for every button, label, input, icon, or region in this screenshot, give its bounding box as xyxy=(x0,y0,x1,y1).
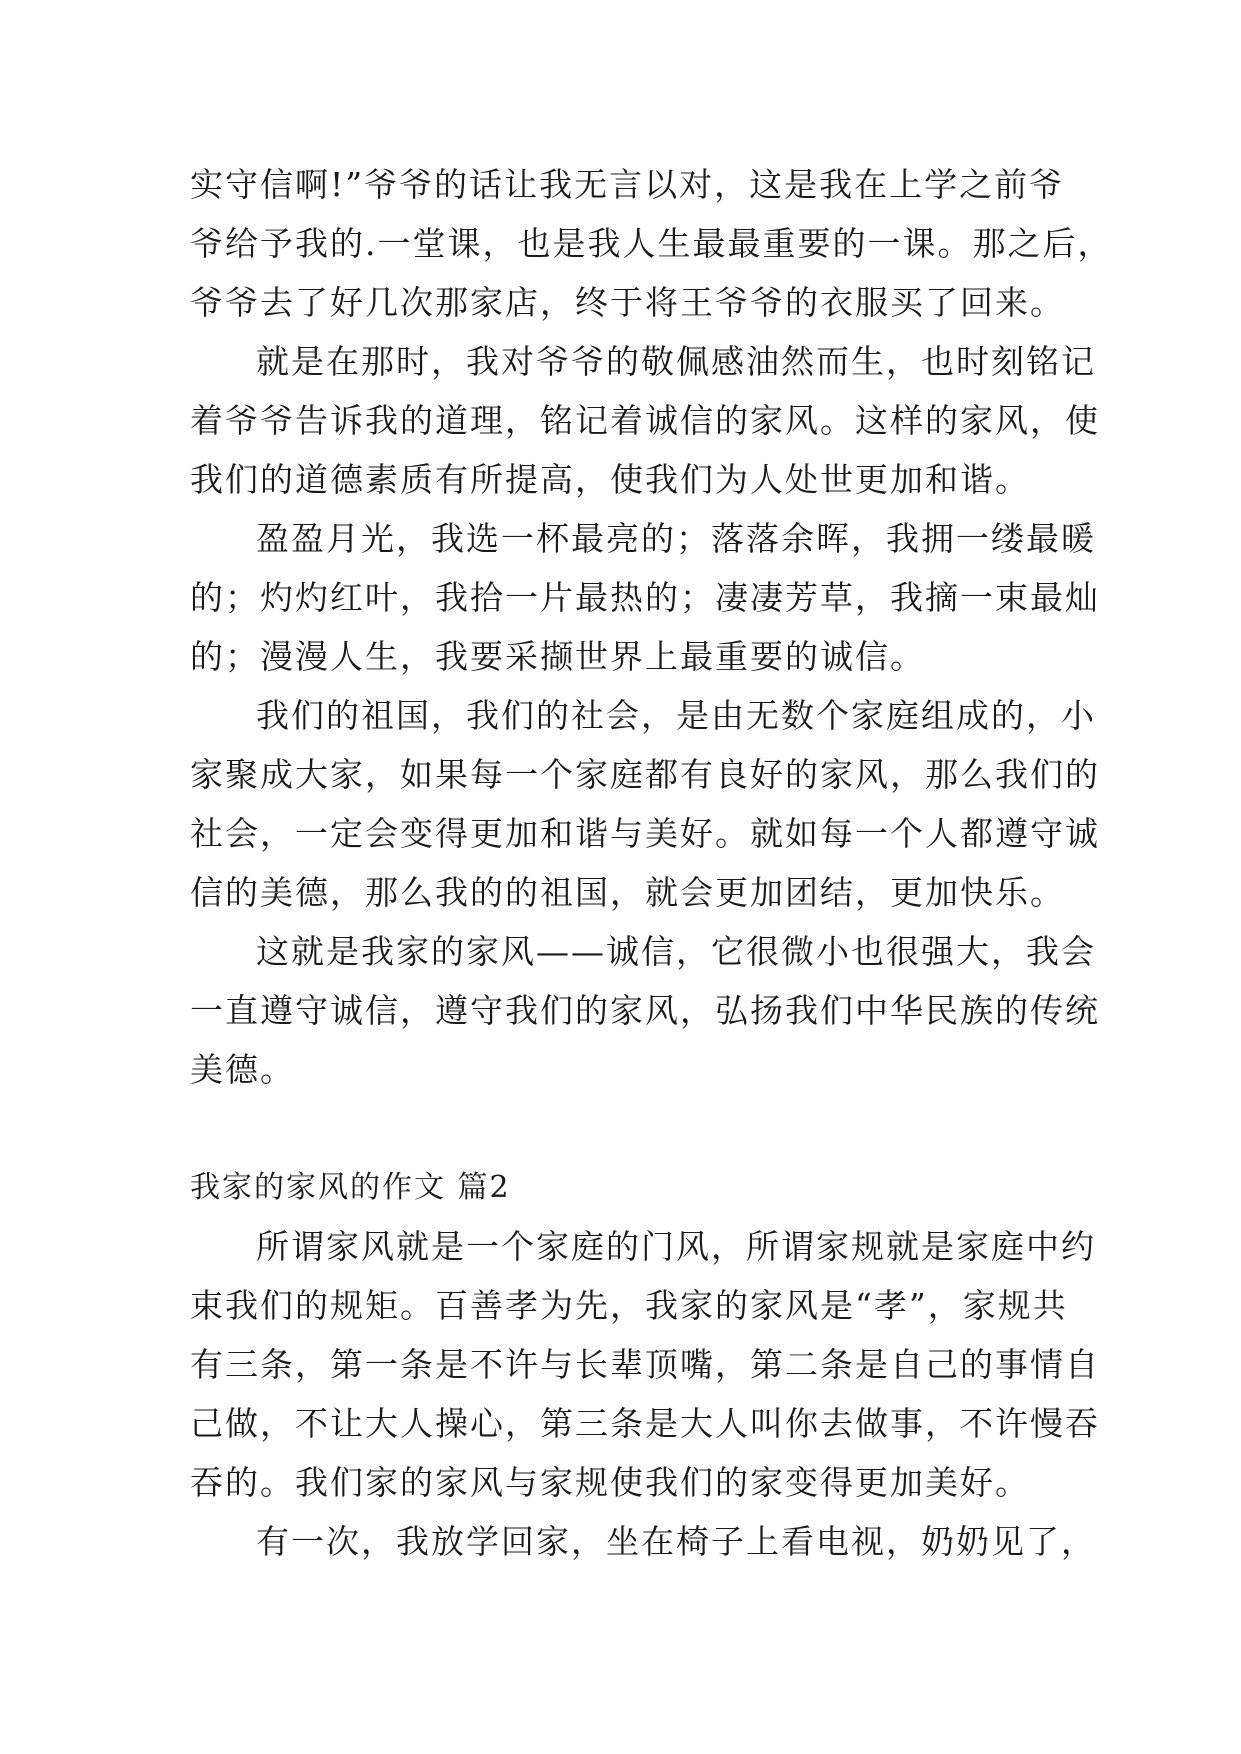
text-line: 我们的祖国，我们的社会，是由无数个家庭组成的，小 xyxy=(256,696,1096,735)
paragraph-4 xyxy=(190,686,1100,922)
paragraph-3 xyxy=(190,509,1100,686)
document-page xyxy=(190,155,1113,1571)
text-line: 社会，一定会变得更加和谐与美好。就如每一个人都遵守诚 xyxy=(190,814,1100,853)
paragraph-2 xyxy=(190,332,1100,509)
text-line: 盈盈月光，我选一杯最亮的；落落余晖，我拥一缕最暖 xyxy=(256,519,1096,558)
text-line: 家聚成大家，如果每一个家庭都有良好的家风，那么我们的 xyxy=(190,755,1100,794)
text-line: 爷给予我的.一堂课，也是我人生最最重要的一课。那之后， xyxy=(190,224,1113,263)
paragraph-1 xyxy=(190,155,1113,332)
text-line: 有一次，我放学回家，坐在椅子上看电视，奶奶见了， xyxy=(256,1522,1096,1561)
text-line: 这就是我家的家风——诚信，它很微小也很强大，我会 xyxy=(256,932,1096,971)
text-line: 我们的道德素质有所提高，使我们为人处世更加和谐。 xyxy=(190,460,1030,499)
text-line: 爷爷去了好几次那家店，终于将王爷爷的衣服买了回来。 xyxy=(190,283,1065,322)
text-line: 着爷爷告诉我的道理，铭记着诚信的家风。这样的家风，使 xyxy=(190,401,1100,440)
paragraph-7 xyxy=(190,1512,1096,1571)
text-line: 有三条，第一条是不许与长辈顶嘴，第二条是自己的事情自 xyxy=(190,1345,1100,1384)
text-line: 美德。 xyxy=(190,1050,295,1089)
paragraph-6 xyxy=(190,1217,1100,1512)
text-line: 就是在那时，我对爷爷的敬佩感油然而生，也时刻铭记 xyxy=(256,342,1096,381)
section-heading: 我家的家风的作文 篇2 xyxy=(190,1170,511,1205)
text-line: 实守信啊!”爷爷的话让我无言以对，这是我在上学之前爷 xyxy=(190,165,1065,204)
text-line: 一直遵守诚信，遵守我们的家风，弘扬我们中华民族的传统 xyxy=(190,991,1100,1030)
text-line: 信的美德，那么我的的祖国，就会更加团结，更加快乐。 xyxy=(190,873,1065,912)
paragraph-5 xyxy=(190,922,1100,1099)
text-line: 吞的。我们家的家风与家规使我们的家变得更加美好。 xyxy=(190,1463,1030,1502)
text-line: 束我们的规矩。百善孝为先，我家的家风是“孝”，家规共 xyxy=(190,1286,1068,1325)
text-line: 的；灼灼红叶，我拾一片最热的；凄凄芳草，我摘一束最灿 xyxy=(190,578,1100,617)
text-line: 的；漫漫人生，我要采撷世界上最重要的诚信。 xyxy=(190,637,925,676)
text-line: 己做，不让大人操心，第三条是大人叫你去做事，不许慢吞 xyxy=(190,1404,1100,1443)
text-line: 所谓家风就是一个家庭的门风，所谓家规就是家庭中约 xyxy=(256,1227,1096,1266)
